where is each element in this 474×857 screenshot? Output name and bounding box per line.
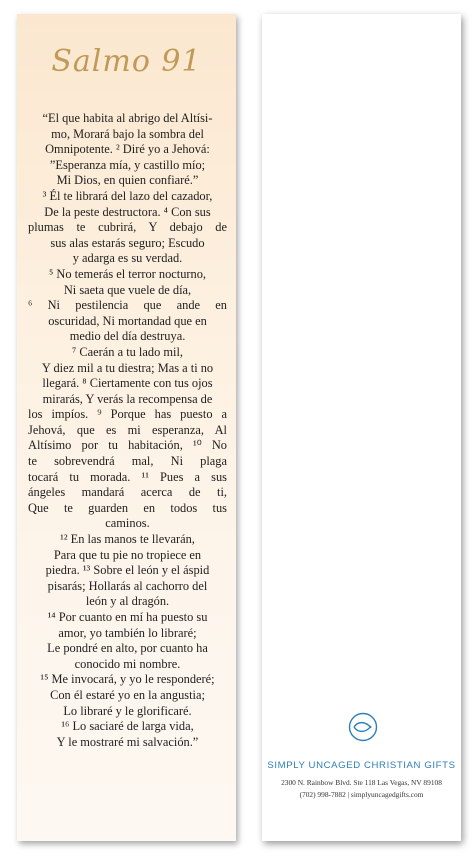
verse-line: los impíos. ⁹ Porque has puesto a: [28, 407, 227, 422]
bookmark-back: [262, 14, 461, 841]
verse-line: Altísimo por tu habitación, ¹⁰ No: [28, 438, 227, 453]
verse-line: De la peste destructora. ⁴ Con sus: [44, 204, 211, 219]
verse-line: caminos.: [105, 516, 150, 531]
verse-line: ⁷ Caerán a tu lado mil,: [72, 344, 183, 359]
verse-line: y adarga es su verdad.: [72, 251, 183, 266]
verse-line: Jehová, que es mi esperanza, Al: [28, 422, 227, 437]
verse-line: ¹² En las manos te llevarán,: [60, 532, 195, 547]
verse-line: Para que tu pie no tropiece en: [53, 547, 202, 562]
brand-name: SIMPLY UNCAGED CHRISTIAN GIFTS: [267, 760, 456, 771]
psalm-verse-text: [28, 111, 227, 750]
verse-line: amor, yo también lo libraré;: [58, 625, 197, 640]
verse-line: Lo libraré y le glorificaré.: [63, 703, 192, 718]
verse-line: sus alas estarás seguro; Escudo: [50, 235, 205, 250]
verse-line: pisarás; Hollarás al cachorro del: [47, 578, 208, 593]
verse-line: conocido mi nombre.: [74, 656, 181, 671]
verse-line: Le pondré en alto, por cuanto ha: [47, 641, 208, 656]
verse-line: oscuridad, Ni mortandad que en: [48, 313, 207, 328]
verse-line: te sobrevendrá mal, Ni plaga: [28, 454, 227, 469]
bookmark-front: [17, 14, 236, 841]
store-address: 2300 N. Rainbow Blvd. Ste 118 Las Vegas, NV 89108: [281, 778, 442, 787]
verse-line: llegará. ⁸ Ciertamente con tus ojos: [42, 376, 213, 391]
fish-icon: [348, 712, 378, 742]
verse-line: “El que habita al abrigo del Altísi-: [42, 111, 213, 125]
verse-line: león y al dragón.: [85, 594, 170, 609]
verse-line: piedra. ¹³ Sobre el león y el áspid: [45, 563, 210, 578]
verse-line: mo, Morará bajo la sombra del: [51, 126, 204, 141]
verse-line: Que te guarden en todos tus: [28, 500, 227, 515]
verse-line: ⁵ No temerás el terror nocturno,: [48, 266, 207, 281]
verse-line: ángeles mandará acerca de ti,: [28, 485, 227, 500]
verse-line: ⁶ Ni pestilencia que ande en: [28, 298, 227, 313]
verse-line: ¹⁵ Me invocará, y yo le responderé;: [40, 672, 215, 687]
store-contact: (702) 998-7882 | simplyuncagedgifts.com: [299, 790, 424, 799]
verse-line: mirarás, Y verás la recompensa de: [42, 391, 213, 406]
verse-line: Y le mostraré mi salvación.”: [56, 734, 199, 749]
verse-line: Y diez mil a tu diestra; Mas a ti no: [41, 360, 214, 375]
verse-line: ”Esperanza mía, y castillo mío;: [49, 157, 206, 172]
psalm-title: Salmo 91: [51, 44, 202, 79]
verse-line: ¹⁴ Por cuanto en mí ha puesto su: [47, 610, 208, 624]
verse-line: tocará tu morada. ¹¹ Pues a sus: [28, 469, 227, 484]
verse-line: medio del día destruya.: [69, 329, 186, 344]
verse-line: ³ Él te librará del lazo del cazador,: [42, 188, 213, 203]
verse-line: Mi Dios, en quien confiaré.”: [56, 173, 199, 188]
verse-line: Ni saeta que vuele de día,: [63, 282, 192, 297]
verse-line: ¹⁶ Lo saciaré de larga vida,: [61, 719, 194, 734]
verse-line: Con él estaré yo en la angustia;: [50, 687, 205, 702]
verse-line: plumas te cubrirá, Y debajo de: [28, 220, 227, 235]
verse-line: Omnipotente. ² Diré yo a Jehová:: [45, 142, 210, 157]
